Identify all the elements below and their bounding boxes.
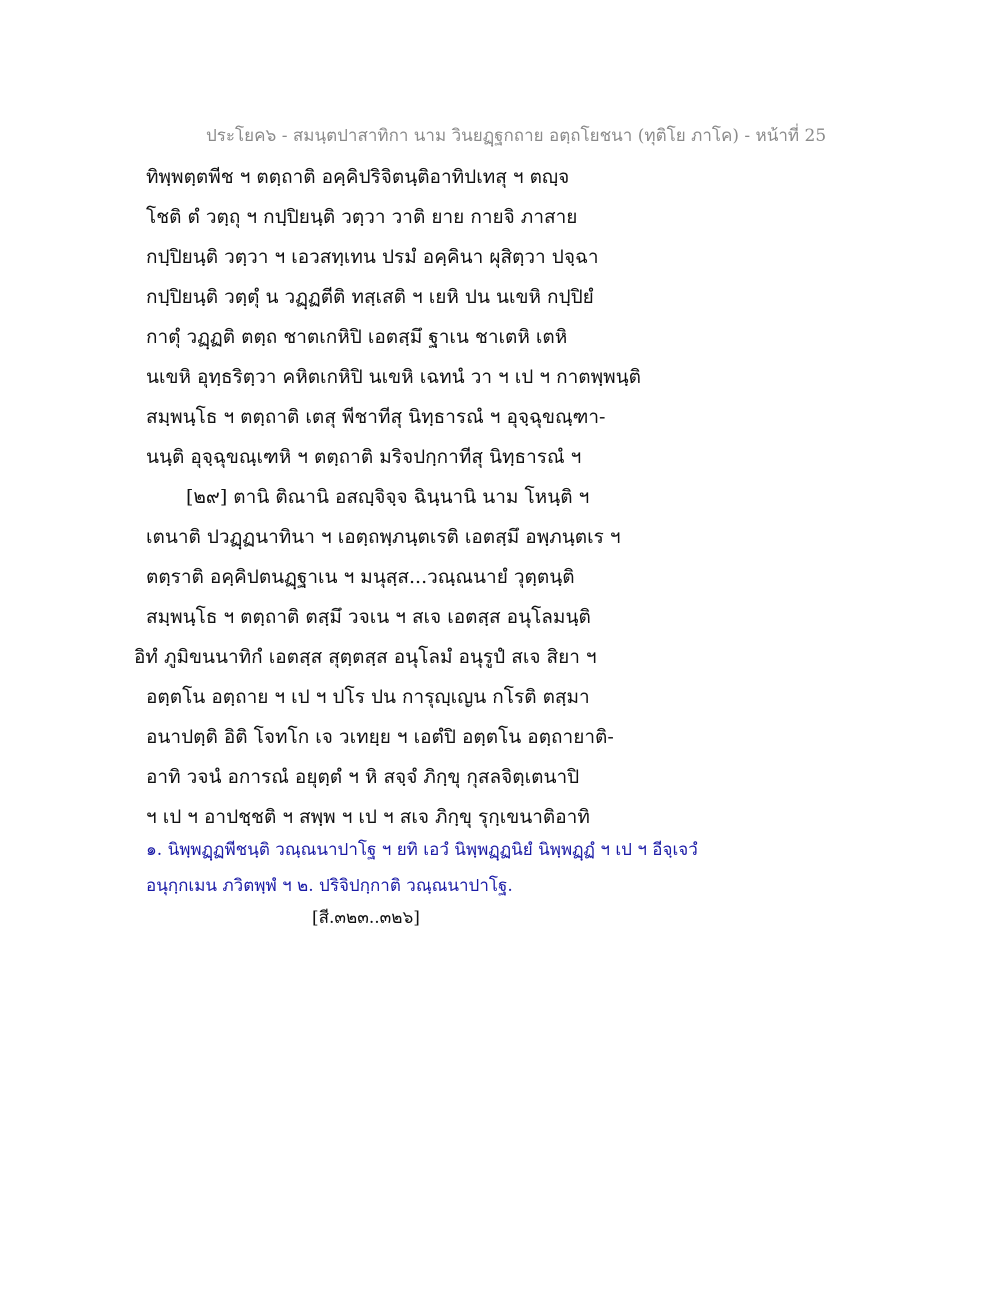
text-line: นนฺติ อุจฺฉุขณฺเฑหิ ฯ ตตฺถาติ มริจปกฺกาทีสุ นิทฺธารณํ ฯ — [146, 446, 582, 468]
text-line: อาทิ วจนํ อการณํ อยุตฺตํ ฯ หิ สจฺจํ ภิกฺขุ กุสลจิตฺเตนาปิ — [146, 766, 580, 788]
page-header: ประโยค๖ - สมนฺตปาสาทิกา นาม วินยฏฺฐกถาย อตฺถโยชนา (ทุติโย ภาโค) - หน้าที่ 25 — [206, 126, 827, 146]
text-line: สมฺพนฺโธ ฯ ตตฺถาติ ตสฺมึ วจเน ฯ สเจ เอตสฺส อนุโลมนฺติ — [146, 606, 591, 628]
paragraph-start-line: [๒๙] ตานิ ติณานิ อสญฺจิจฺจ ฉินฺนานิ นาม โหนฺติ ฯ — [186, 486, 590, 508]
main-text — [134, 157, 846, 837]
page-reference: [สี.๓๒๓..๓๒๖] — [312, 908, 420, 928]
text-line: ทิพฺพตฺตพีช ฯ ตตฺถาติ อคฺคิปริจิตนฺติอาทิปเทสุ ฯ ตญฺจ — [146, 166, 570, 188]
footnotes — [146, 832, 846, 904]
text-line: อิทํ ภูมิขนนาทิกํ เอตสฺส สุตฺตสฺส อนุโลมํ อนุรูปํ สเจ สิยา ฯ — [134, 646, 597, 668]
text-line: กาตุํ วฏฺฏติ ตตฺถ ชาตเกหิปิ เอตสฺมึ ฐาเน ชาเตหิ เตหิ — [146, 326, 568, 348]
text-line: กปฺปิยนฺติ วตฺตุํ น วฏฺฏตีติ ทสฺเสติ ฯ เยหิ ปน นเขหิ กปฺปิยํ — [146, 286, 594, 308]
text-line: อตฺตโน อตฺถาย ฯ เป ฯ ปโร ปน การุญฺเญน กโรติ ตสฺมา — [146, 686, 590, 708]
text-line: ฯ เป ฯ อาปชฺชติ ฯ สพฺพ ฯ เป ฯ สเจ ภิกฺขุ รุกฺเขนาติอาทิ — [146, 806, 590, 828]
text-line: เตนาติ ปวฏฺฏนาทินา ฯ เอตฺถพฺภนฺตเรติ เอตสฺมึ อพฺภนฺตเร ฯ — [146, 526, 621, 548]
text-line: ตตฺราติ อคฺคิปตนฏฺฐาเน ฯ มนุสฺส...วณฺณนายํ วุตฺตนฺติ — [146, 566, 575, 588]
footnote-line: ๑. นิพฺพฏฺฏพีชนฺติ วณฺณนาปาโฐ ฯ ยทิ เอวํ นิพฺพฏฺฏนิยํ นิพฺพฏฺฏํ ฯ เป ฯ อีจฺเจวํ — [146, 840, 698, 860]
text-line: นเขหิ อุทฺธริตฺวา คหิตเกหิปิ นเขหิ เฉทนํ วา ฯ เป ฯ กาตพฺพนฺติ — [146, 366, 641, 388]
footnote-line: อนุกฺกเมน ภวิตพฺพํ ฯ ๒. ปริจิปกฺกาติ วณฺณนาปาโฐ. — [146, 876, 513, 896]
text-line: โชติ ตํ วตฺถุ ฯ กปฺปิยนฺติ วตฺวา วาติ ยาย กายจิ ภาสาย — [146, 206, 578, 228]
text-line: กปฺปิยนฺติ วตฺวา ฯ เอวสทฺเทน ปรมํ อคฺคินา ผุสิตฺวา ปจฺฉา — [146, 246, 599, 268]
text-line: สมฺพนฺโธ ฯ ตตฺถาติ เตสุ พีชาทีสุ นิทฺธารณํ ฯ อุจฺฉุขณฺฑา- — [146, 406, 606, 428]
text-line: อนาปตฺติ อิติ โจทโก เจ วเทยฺย ฯ เอตํปิ อตฺตโน อตฺถายาติ- — [146, 726, 614, 748]
